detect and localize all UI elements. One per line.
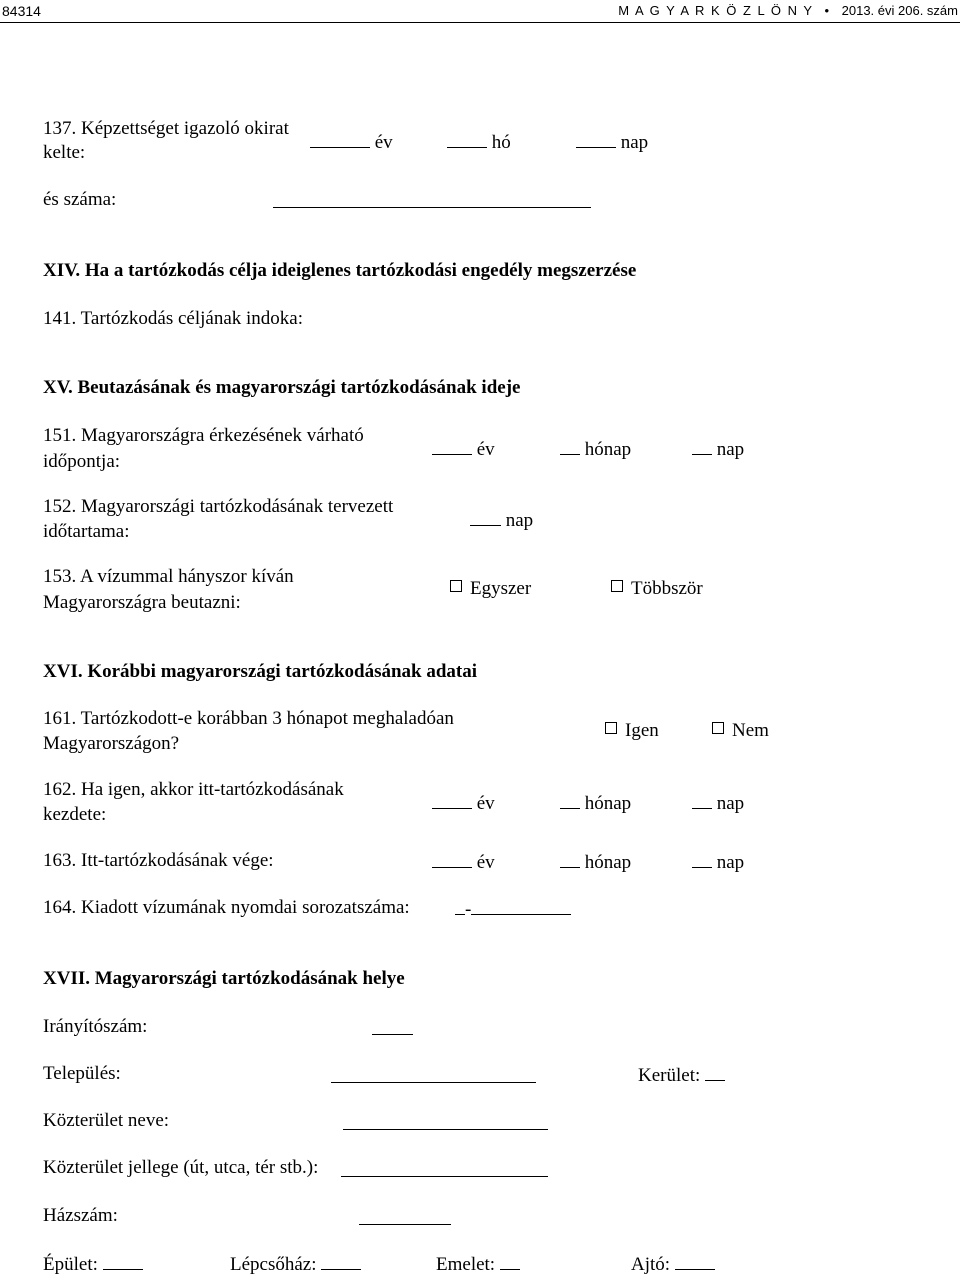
checkbox-icon[interactable] [450,580,462,592]
q161-option-yes[interactable]: Igen [605,720,659,742]
q151-day-field[interactable]: nap [692,437,744,461]
q164-label: 164. Kiadott vízumának nyomdai sorozatszáma: [43,897,410,918]
street-name-field[interactable] [343,1129,548,1130]
checkbox-icon[interactable] [712,722,724,734]
q153-option-once[interactable]: Egyszer [450,578,531,600]
q137-label: 137. Képzettséget igazoló okirat [43,118,289,139]
q153-label-2: Magyarországra beutazni: [43,592,241,613]
section-xvi-title: XVI. Korábbi magyarországi tartózkodásának adatai [43,661,478,682]
q153-option-multiple[interactable]: Többször [611,578,703,600]
staircase-field[interactable]: Lépcsőház: [230,1252,361,1276]
q162-year-field[interactable]: év [432,791,495,815]
q163-day-field[interactable]: nap [692,850,744,874]
section-xv-title: XV. Beutazásának és magyarországi tartózkodásának ideje [43,377,521,398]
q151-year-field[interactable]: év [432,437,495,461]
street-name-label: Közterület neve: [43,1110,170,1131]
q163-month-field[interactable]: hónap [560,850,631,874]
q152-label: 152. Magyarországi tartózkodásának tervezett [43,496,394,517]
journal-header [618,0,958,22]
floor-field[interactable]: Emelet: [436,1252,520,1276]
issue-label: 2013. évi 206. szám [841,3,958,18]
zip-field[interactable] [372,1034,413,1035]
q163-label: 163. Itt-tartózkodásának vége: [43,850,274,871]
street-type-label: Közterület jellege (út, utca, tér stb.): [43,1157,319,1178]
q164-serial-field[interactable]: - [455,897,571,921]
q161-option-no[interactable]: Nem [712,720,769,742]
q137-label-2: kelte: [43,142,86,163]
house-number-field[interactable] [359,1224,451,1225]
q137-number-label: és száma: [43,189,117,210]
zip-label: Irányítószám: [43,1016,148,1037]
district-field[interactable]: Kerület: [638,1063,725,1087]
header-rule [0,22,960,23]
q137-month-field[interactable]: hó [447,130,511,154]
q162-day-field[interactable]: nap [692,791,744,815]
journal-name: M A G Y A R K Ö Z L Ö N Y [618,3,814,18]
q152-day-field[interactable]: nap [470,508,533,532]
checkbox-icon[interactable] [611,580,623,592]
q161-label-2: Magyarországon? [43,733,180,754]
q137-year-field[interactable]: év [310,130,393,154]
house-number-label: Házszám: [43,1205,118,1226]
q162-label: 162. Ha igen, akkor itt-tartózkodásának [43,779,344,800]
q137-day-field[interactable]: nap [576,130,648,154]
door-field[interactable]: Ajtó: [631,1252,715,1276]
street-type-field[interactable] [341,1176,548,1177]
q151-label: 151. Magyarországra érkezésének várható [43,425,364,446]
q151-label-2: időpontja: [43,451,121,472]
checkbox-icon[interactable] [605,722,617,734]
section-xvii-title: XVII. Magyarországi tartózkodásának helye [43,968,405,989]
q152-label-2: időtartama: [43,521,130,542]
page-number: 84314 [2,3,41,19]
q141-label: 141. Tartózkodás céljának indoka: [43,308,304,329]
building-field[interactable]: Épület: [43,1252,143,1276]
header-bullet: • [824,3,831,18]
q162-month-field[interactable]: hónap [560,791,631,815]
q137-number-field[interactable] [273,207,591,208]
q153-label: 153. A vízummal hányszor kíván [43,566,294,587]
city-label: Település: [43,1063,121,1084]
q163-year-field[interactable]: év [432,850,495,874]
section-xiv-title: XIV. Ha a tartózkodás célja ideiglenes tartózkodási engedély megszerzése [43,260,637,281]
q151-month-field[interactable]: hónap [560,437,631,461]
q161-label: 161. Tartózkodott-e korábban 3 hónapot meghaladóan [43,708,454,729]
city-field[interactable] [331,1082,536,1083]
q162-label-2: kezdete: [43,804,107,825]
